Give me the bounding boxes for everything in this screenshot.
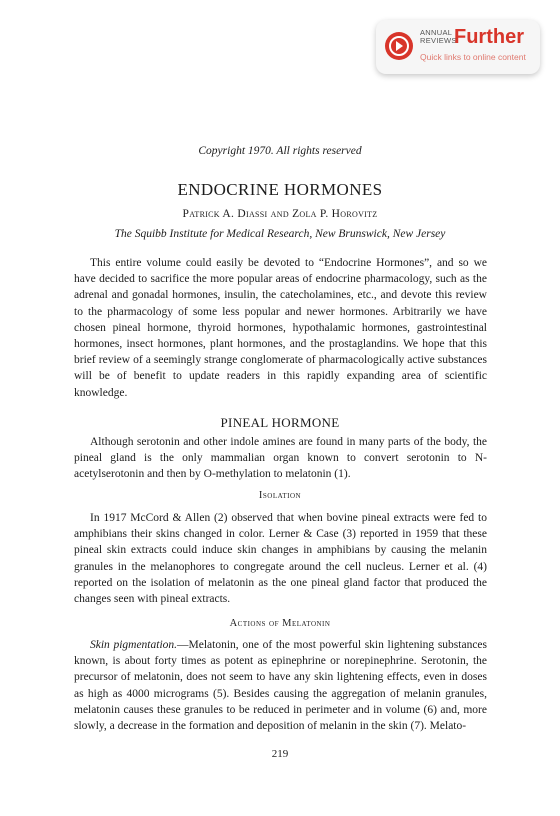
article-authors: Patrick A. Diassi and Zola P. Horovitz [182,208,378,220]
badge-publisher-line2: REVIEWS [420,36,457,45]
copyright-notice: Copyright 1970. All rights reserved [198,145,362,157]
intro-paragraph: This entire volume could easily be devoted to “Endocrine Hormones”, and so we have decided to sacrifice the more popular areas of endocrine pharmacology, such as the adrenal and gonadal hormones, insulin, the catecholamines, etc., and devote this review to the pharmacology of some less popular and newer hormones. Arbitrarily we have chosen pineal hormone, thyroid hormones, hypothalamic hormones, gastrointestinal hormones, insect hormones, plant hormones, and the prostaglandins. We hope that this brief review of a seemingly strange conglomerate of pharmacologically active substances will be of benefit to update readers in this rapidly expanding area of scientific knowledge. [74,257,487,399]
badge-subtitle: Quick links to online content [420,52,526,62]
badge-further-label: Further [454,26,524,48]
actions-paragraph [74,637,487,734]
subsection-heading-isolation: Isolation [258,490,302,501]
badge-publisher-line1: ANNUAL [420,28,453,37]
section-heading-pineal: PINEAL HORMONE [220,415,340,430]
article-title: ENDOCRINE HORMONES [177,180,383,199]
badge-publisher [420,29,457,45]
author-affiliation: The Squibb Institute for Medical Research, New Brunswick, New Jersey [114,228,446,240]
page-number: 219 [271,748,289,760]
pineal-paragraph: Although serotonin and other indole amines are found in many parts of the body, the pineal gland is the only mammalian organ known to convert serotonin to N-acetylserotonin and then by O-methylation to melatonin (1). [74,436,487,481]
runin-heading-skin-pigmentation: Skin pigmentation. [90,639,178,651]
isolation-paragraph: In 1917 McCord & Allen (2) observed that when bovine pineal extracts were fed to amphibians their skins changed in color. Lerner & Case (3) reported in 1959 that these pineal skin extracts could induce skin changes in amphibians by causing the melanin granules in the melanophores to congregate around the cell nucleus. Lerner et al. (4) reported on the isolation of melatonin as the one pineal gland factor that produced the changes seen with pineal extracts. [74,512,487,606]
annual-reviews-logo-icon [385,32,413,60]
subsection-heading-actions: Actions of Melatonin [229,618,331,629]
further-badge[interactable] [376,20,540,74]
actions-paragraph-text: —Melatonin, one of the most powerful skin lightening substances known, is about forty times as potent as epinephrine or norepinephrine. Serotonin, the precursor of melatonin, does not seem to have any skin lightening effects, even in doses as high as 4000 micrograms (5). Besides causing the aggregation of melanin granules, melatonin causes these granules to be reduced in perimeter and in volume (6) and, more slowly, a decrease in the formation and deposition of melanin in the skin (7). Melato- [74,639,487,733]
